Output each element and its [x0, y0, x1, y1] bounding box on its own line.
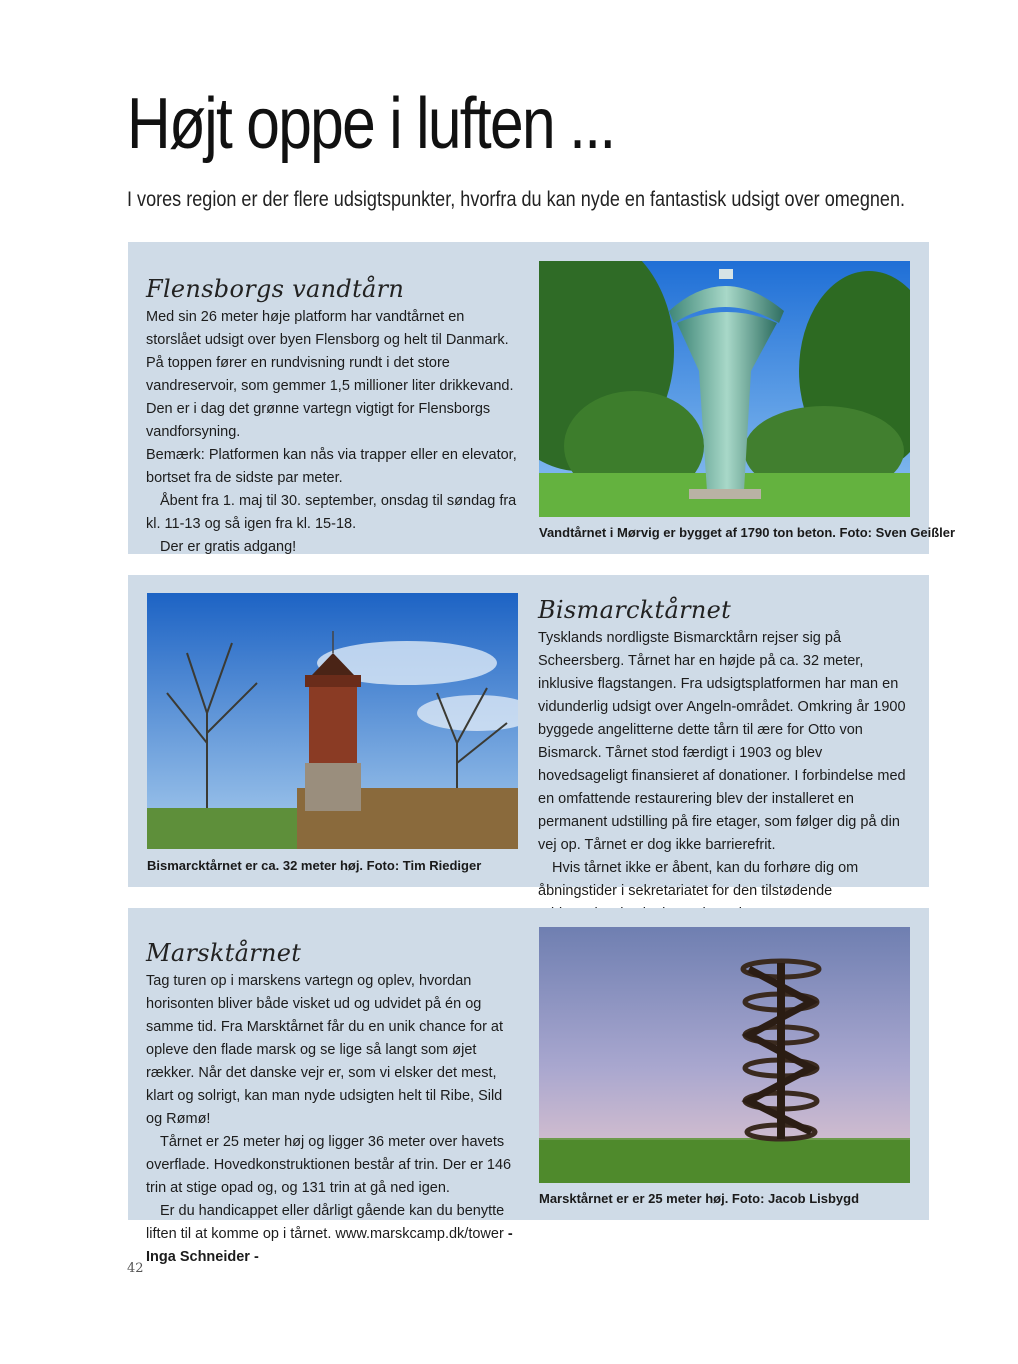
paragraph-text: Er du handicappet eller dårligt gående kan du benytte liften til at komme op i tårnet. www.marskcamp.dk/tower	[146, 1203, 505, 1242]
photo-caption: Marsktårnet er er 25 meter høj. Foto: Jacob Lisbygd	[539, 1191, 860, 1206]
paragraph	[146, 1200, 520, 1269]
section-title: Marsktårnet	[146, 939, 302, 967]
section-bismarcktaarnet	[128, 575, 929, 899]
bismarck-tower-photo	[147, 593, 518, 849]
paragraph: Der er gratis adgang!	[160, 539, 297, 555]
paragraph: Bemærk: Platformen kan nås via trapper eller en elevator, bortset fra de sidste par meter.	[146, 447, 517, 486]
section-body	[146, 970, 520, 1269]
marsh-tower-photo	[539, 927, 910, 1183]
paragraph: Tårnet er 25 meter høj og ligger 36 meter over havets overflade. Hovedkonstruktionen består af trin. Der er 146 trin at stige opad og, og 131 trin at gå ned igen.	[146, 1134, 512, 1196]
paragraph: Tag turen op i marskens vartegn og oplev, hvordan horisonten bliver både visket ud og udvidet på én og samme tid. Fra Marsktårnet får du en unik chance for at opleve den flade marsk og se lige så langt som øjet rækker. Når det danske vejr er, som vi elsker det mest, klart og solrigt, kan man nyde udsigten helt til Ribe, Sild og Rømø!	[146, 973, 504, 1127]
section-marsktaarnet	[128, 908, 929, 1265]
paragraph: Med sin 26 meter høje platform har vandtårnet en storslået udsigt over byen Flensborg og helt til Danmark. På toppen fører en rundvisning rundt i det store vandreservoir, som gemmer 1,5 millioner liter drikkevand. Den er i dag det grønne vartegn vigtigt for Flensborgs vandforsyning.	[146, 309, 514, 440]
page-title: Højt oppe i luften ...	[127, 84, 615, 164]
paragraph: Åbent fra 1. maj til 30. september, onsdag til søndag fra kl. 11-13 og så igen fra kl. 15-18.	[146, 493, 517, 532]
paragraph: Hvis tårnet ikke er åbent, kan du forhøre dig om åbningstider i sekretariatet for den tilstødende	[538, 860, 859, 899]
water-tower-photo	[539, 261, 910, 517]
section-title: Flensborgs vandtårn	[146, 275, 405, 303]
author-signature: - Inga Schneider -	[146, 1226, 513, 1265]
paragraph: Tysklands nordligste Bismarcktårn rejser sig på Scheersberg. Tårnet har en højde på ca. 32 meter, inklusive flagstangen. Fra udsigtsplatformen har man en vidunderlig udsigt over Angeln-området. Omkring år 1900 byggede angelitterne dette tårn til ære for Otto von Bismarck. Tårnet stod færdigt i 1903 og blev hovedsageligt finansieret af donationer. I forbindelse med en omfattende restaurering blev der installeret en permanent udstilling på fire etager, som følger dig på din vej op. Tårnet er dog ikke barrierefrit.	[538, 630, 906, 853]
section-title: Bismarcktårnet	[538, 596, 732, 624]
page-number: 42	[127, 1261, 144, 1276]
photo-caption: Bismarcktårnet er ca. 32 meter høj. Foto: Tim Riediger	[147, 858, 482, 873]
section-body	[538, 627, 912, 926]
photo-caption: Vandtårnet i Mørvig er bygget af 1790 ton beton. Foto: Sven Geißler	[539, 525, 956, 540]
page-intro: I vores region er der flere udsigtspunkter, hvorfra du kan nyde en fantastisk udsigt over omegnen.	[127, 188, 906, 211]
section-flensborgs-vandtaarn	[128, 242, 956, 555]
section-body	[146, 306, 518, 559]
